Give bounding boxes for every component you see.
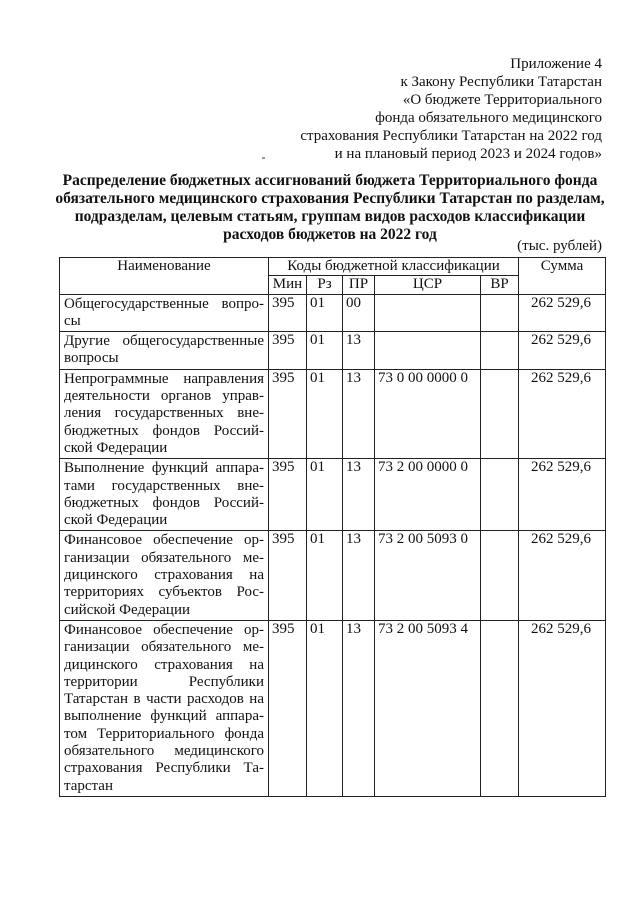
scan-speck bbox=[262, 157, 265, 159]
row-name: Выполнение функций аппара-тами государственных вне-бюджетных фондов Россий-ской Федерации bbox=[60, 459, 269, 531]
appendix-line: «О бюджете Территориального bbox=[402, 92, 602, 108]
row-pr: 13 bbox=[343, 369, 375, 458]
appendix-header bbox=[300, 55, 602, 163]
row-vr bbox=[481, 369, 519, 458]
row-sum: 262 529,6 bbox=[519, 459, 606, 531]
row-sum: 262 529,6 bbox=[519, 332, 606, 370]
row-sum: 262 529,6 bbox=[519, 531, 606, 620]
row-sum: 262 529,6 bbox=[519, 369, 606, 458]
row-csr bbox=[375, 294, 481, 332]
row-pr: 13 bbox=[343, 459, 375, 531]
header-sum: Сумма bbox=[519, 258, 606, 295]
row-rz: 01 bbox=[307, 369, 343, 458]
row-csr: 73 2 00 5093 0 bbox=[375, 531, 481, 620]
appendix-line: страхования Республики Татарстан на 2022 год bbox=[300, 128, 602, 144]
row-min: 395 bbox=[269, 531, 307, 620]
row-vr bbox=[481, 294, 519, 332]
row-min: 395 bbox=[269, 459, 307, 531]
row-name: Финансовое обеспечение ор-ганизации обязательного ме-дицинского страхования на территориях субъектов Рос-сийской Федерации bbox=[60, 531, 269, 620]
row-vr bbox=[481, 531, 519, 620]
table-row bbox=[60, 369, 606, 458]
header-csr: ЦСР bbox=[375, 276, 481, 294]
table-row bbox=[60, 531, 606, 620]
row-rz: 01 bbox=[307, 332, 343, 370]
row-name: Непрограммные направления деятельности органов управ-ления государственных вне-бюджетных фондов Россий-ской Федерации bbox=[60, 369, 269, 458]
budget-table bbox=[59, 257, 606, 797]
row-csr: 73 0 00 0000 0 bbox=[375, 369, 481, 458]
document-title: Распределение бюджетных ассигнований бюджета Территориального фонда обязательного медицинского страхования Республики Татарстан по разделам, подразделам, целевым статьям, группам видов расходов классификации расходов бюджетов на 2022 год bbox=[55, 172, 605, 243]
row-sum: 262 529,6 bbox=[519, 294, 606, 332]
row-rz: 01 bbox=[307, 620, 343, 796]
row-vr bbox=[481, 459, 519, 531]
units-label: (тыс. рублей) bbox=[517, 238, 602, 254]
header-min: Мин bbox=[269, 276, 307, 294]
table-row bbox=[60, 459, 606, 531]
row-name: Финансовое обеспечение ор-ганизации обязательного ме-дицинского страхования на территории Республики Татарстан в части расходов на выполнение функций аппара-том Территориального фонда обязательного медицинского страхования Республики Та-тарстан bbox=[60, 620, 269, 796]
row-csr: 73 2 00 0000 0 bbox=[375, 459, 481, 531]
table-row bbox=[60, 620, 606, 796]
row-pr: 00 bbox=[343, 294, 375, 332]
table-row bbox=[60, 332, 606, 370]
row-pr: 13 bbox=[343, 620, 375, 796]
row-min: 395 bbox=[269, 369, 307, 458]
header-vr: ВР bbox=[481, 276, 519, 294]
row-vr bbox=[481, 620, 519, 796]
header-rz: Рз bbox=[307, 276, 343, 294]
row-min: 395 bbox=[269, 294, 307, 332]
row-min: 395 bbox=[269, 620, 307, 796]
row-min: 395 bbox=[269, 332, 307, 370]
row-name: Общегосударственные вопро-сы bbox=[60, 294, 269, 332]
row-sum: 262 529,6 bbox=[519, 620, 606, 796]
row-rz: 01 bbox=[307, 294, 343, 332]
appendix-line: к Закону Республики Татарстан bbox=[400, 74, 602, 90]
row-name: Другие общегосударственные вопросы bbox=[60, 332, 269, 370]
row-pr: 13 bbox=[343, 332, 375, 370]
table-header-row bbox=[60, 258, 606, 276]
appendix-line: и на плановый период 2023 и 2024 годов» bbox=[334, 146, 602, 162]
header-pr: ПР bbox=[343, 276, 375, 294]
appendix-line: Приложение 4 bbox=[510, 56, 602, 72]
row-rz: 01 bbox=[307, 459, 343, 531]
row-vr bbox=[481, 332, 519, 370]
row-csr bbox=[375, 332, 481, 370]
header-codes: Коды бюджетной классификации bbox=[269, 258, 519, 276]
row-rz: 01 bbox=[307, 531, 343, 620]
row-csr: 73 2 00 5093 4 bbox=[375, 620, 481, 796]
table-row bbox=[60, 294, 606, 332]
header-name: Наименование bbox=[60, 258, 269, 295]
appendix-line: фонда обязательного медицинского bbox=[375, 110, 602, 126]
row-pr: 13 bbox=[343, 531, 375, 620]
